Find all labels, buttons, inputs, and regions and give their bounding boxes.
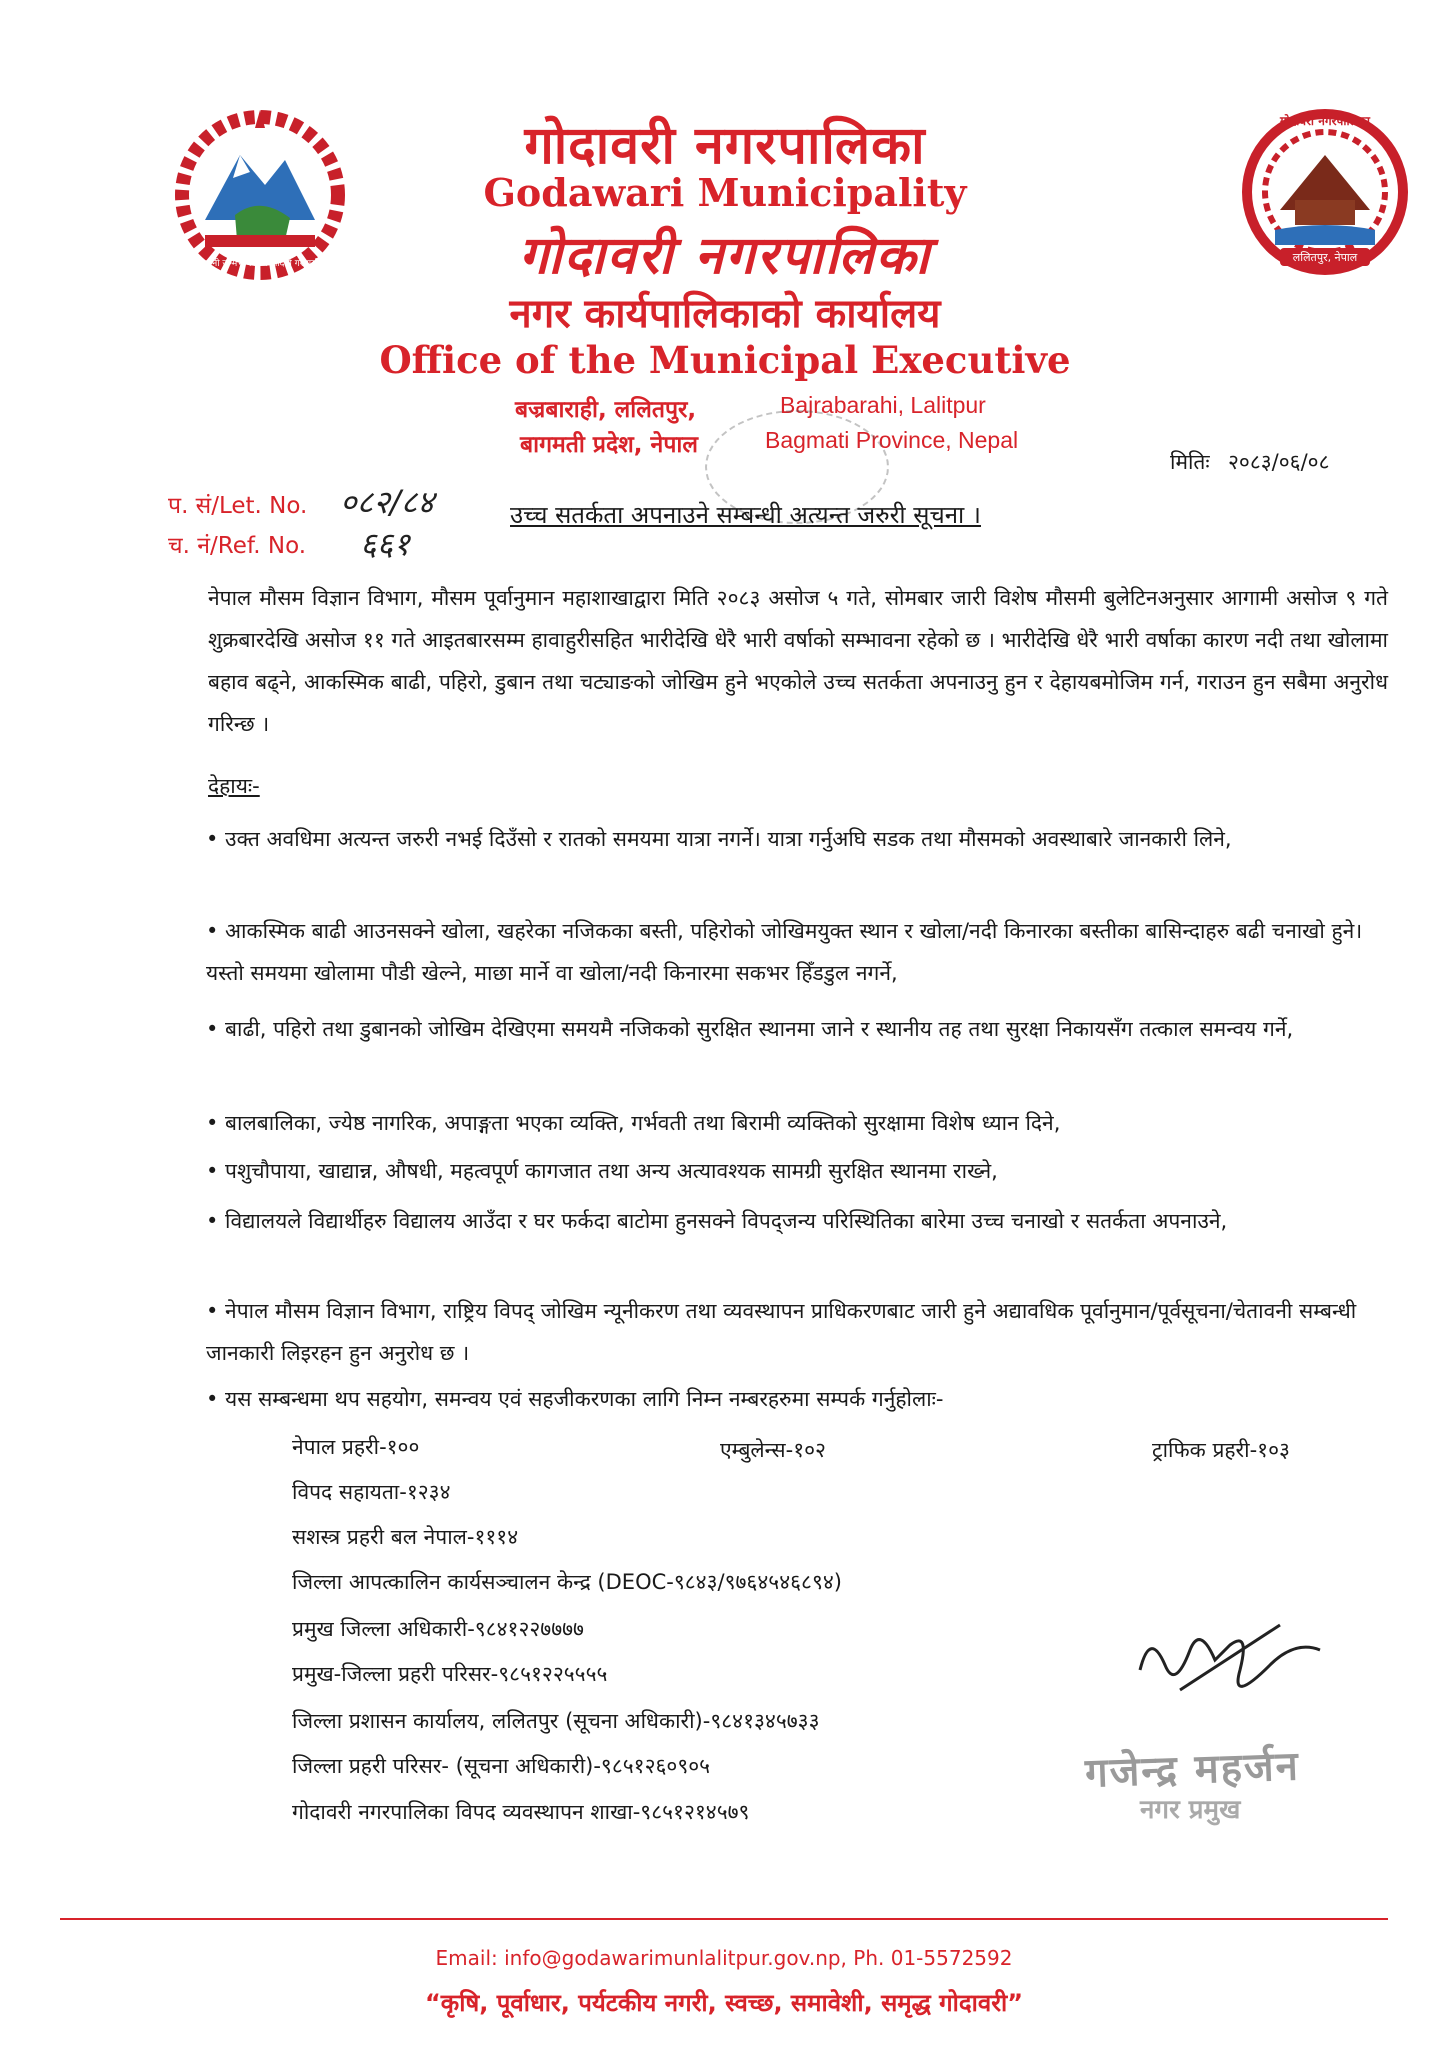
contact-item: जिल्ला प्रशासन कार्यालय, ललितपुर (सूचना अधिकारी)-९८४१३४५७३३ — [292, 1709, 820, 1733]
date-label: मितिः — [1170, 450, 1210, 474]
municipality-logo-top-text: गोदावरी नगरपालिका — [1279, 114, 1371, 128]
contact-ambulance: एम्बुलेन्स-१०२ — [720, 1438, 826, 1462]
list-item: • पशुचौपाया, खाद्यान्न, औषधी, महत्वपूर्ण कागजात तथा अन्य अत्यावश्यक सामग्री सुरक्षित स्थानमा राख्ने, — [206, 1159, 998, 1183]
letter-no-value: ०८२/८४ — [340, 483, 434, 521]
ref-no-label: च. नं/Ref. No. — [168, 533, 307, 559]
contact-item: विपद सहायता-१२३४ — [292, 1480, 451, 1504]
address-line1-nepali: बज्रबाराही, ललितपुर, — [515, 397, 697, 423]
title-english: Godawari Municipality — [483, 170, 967, 215]
contact-item: जिल्ला आपत्कालिन कार्यसञ्चालन केन्द्र (DEOC-९८४३/९७६४५४६८९४) — [292, 1570, 842, 1594]
contact-traffic: ट्राफिक प्रहरी-१०३ — [1152, 1438, 1290, 1462]
list-item: • बालबालिका, ज्येष्ठ नागरिक, अपाङ्गता भएका व्यक्ति, गर्भवती तथा बिरामी व्यक्तिको सुरक्षामा विशेष ध्यान दिने, — [206, 1111, 1061, 1135]
title-newari: गोदावरी नगरपालिका — [518, 226, 932, 286]
address-line1-english: Bajrabarahi, Lalitpur — [780, 392, 986, 418]
list-item: • उक्त अवधिमा अत्यन्त जरुरी नभई दिउँसो र रातको समयमा यात्रा नगर्ने। यात्रा गर्नुअघि सडक तथा मौसमको अवस्थाबारे जानकारी लिने, — [206, 827, 1232, 851]
contact-item: सशस्त्र प्रहरी बल नेपाल-१११४ — [292, 1525, 519, 1549]
office-english: Office of the Municipal Executive — [379, 338, 1071, 382]
list-item: • यस सम्बन्धमा थप सहयोग, समन्वय एवं सहजीकरणका लागि निम्न नम्बरहरुमा सम्पर्क गर्नुहोलाः- — [206, 1387, 944, 1411]
contact-item: प्रमुख-जिल्ला प्रहरी परिसर-९८५१२२५५५५ — [292, 1662, 608, 1686]
address-line2-english: Bagmati Province, Nepal — [765, 427, 1019, 453]
ref-no-value: ६६१ — [360, 525, 410, 563]
contact-item: प्रमुख जिल्ला अधिकारी-९८४१२२७७७७ — [292, 1617, 584, 1641]
list-item: • विद्यालयले विद्यार्थीहरु विद्यालय आउँदा र घर फर्कदा बाटोमा हुनसक्ने विपद्जन्य परिस्थितिका बारेमा उच्च चनाखो र सतर्कता अपनाउने, — [206, 1209, 1228, 1233]
handwritten-signature — [1120, 1610, 1340, 1720]
footer-slogan: “कृषि, पूर्वाधार, पर्यटकीय नगरी, स्वच्छ, समावेशी, समृद्ध गोदावरी” — [424, 1989, 1024, 2017]
contact-item: गोदावरी नगरपालिका विपद व्यवस्थापन शाखा-९८५१२१४५७९ — [292, 1800, 750, 1824]
letter-no-label: प. सं/Let. No. — [168, 493, 308, 519]
intro-paragraph: नेपाल मौसम विज्ञान विभाग, मौसम पूर्वानुमान महाशाखाद्वारा मिति २०८३ असोज ५ गते, सोमबार जारी विशेष मौसमी बुलेटिनअनुसार आगामी असोज ९ गते शुक्रबारदेखि असोज ११ गते आइतबारसम्म हावाहुरीसहित भारीदेखि धेरै भारी वर्षाको सम्भावना रहेको छ । भारीदेखि धेरै भारी वर्षाका कारण नदी तथा खोलामा बहाव बढ्ने, आकस्मिक बाढी, पहिरो, डुबान तथा चट्याङको जोखिम हुने भएकोले उच्च सतर्कता अपनाउनु हुन र देहायबमोजिम गर्न, गराउन हुन सबैमा अनुरोध गरिन्छ । — [208, 586, 1388, 736]
signatory-name-stamp: गजेन्द्र महर्जन — [1084, 1743, 1301, 1797]
address-line2-nepali: बागमती प्रदेश, नेपाल — [520, 432, 698, 458]
subject-line: उच्च सतर्कता अपनाउने सम्बन्धी अत्यन्त जरुरी सूचना । — [510, 501, 981, 529]
contact-police: नेपाल प्रहरी-१०० — [292, 1435, 420, 1459]
contact-item: जिल्ला प्रहरी परिसर- (सूचना अधिकारी)-९८५१२६०९०५ — [292, 1754, 711, 1778]
signatory-title-stamp: नगर प्रमुख — [1140, 1795, 1241, 1825]
emblem-caption: जननी जन्मभूमिश्च स्वर्गादपि गरीयसी — [200, 259, 320, 269]
office-nepali: नगर कार्यपालिकाको कार्यालय — [509, 291, 941, 337]
date-value: २०८३/०६/०८ — [1228, 450, 1330, 474]
list-heading: देहायः- — [208, 774, 260, 798]
list-item: • आकस्मिक बाढी आउनसक्ने खोला, खहरेका नजिकका बस्ती, पहिरोको जोखिमयुक्त स्थान र खोला/नदी किनारका बस्तीका बासिन्दाहरु बढी चनाखो हुने। यस्तो समयमा खोलामा पौडी खेल्ने, माछा मार्ने वा खोला/नदी किनारमा सकभर हिँडडुल नगर्ने, — [206, 919, 1363, 985]
footer-divider — [60, 1918, 1388, 1920]
title-nepali: गोदावरी नगरपालिका — [524, 116, 926, 176]
footer-contact: Email: info@godawarimunlalitpur.gov.np, Ph. 01-5572592 — [435, 1946, 1013, 1970]
list-item: • नेपाल मौसम विज्ञान विभाग, राष्ट्रिय विपद् जोखिम न्यूनीकरण तथा व्यवस्थापन प्राधिकरणबाट जारी हुने अद्यावधिक पूर्वानुमान/पूर्वसूचना/चेतावनी सम्बन्धी जानकारी लिइरहन हुन अनुरोध छ । — [206, 1299, 1357, 1365]
municipality-logo-bottom-text: ललितपुर, नेपाल — [1292, 251, 1358, 264]
list-item: • बाढी, पहिरो तथा डुबानको जोखिम देखिएमा समयमै नजिकको सुरक्षित स्थानमा जाने र स्थानीय तह तथा सुरक्षा निकायसँग तत्काल समन्वय गर्ने, — [206, 1017, 1294, 1041]
